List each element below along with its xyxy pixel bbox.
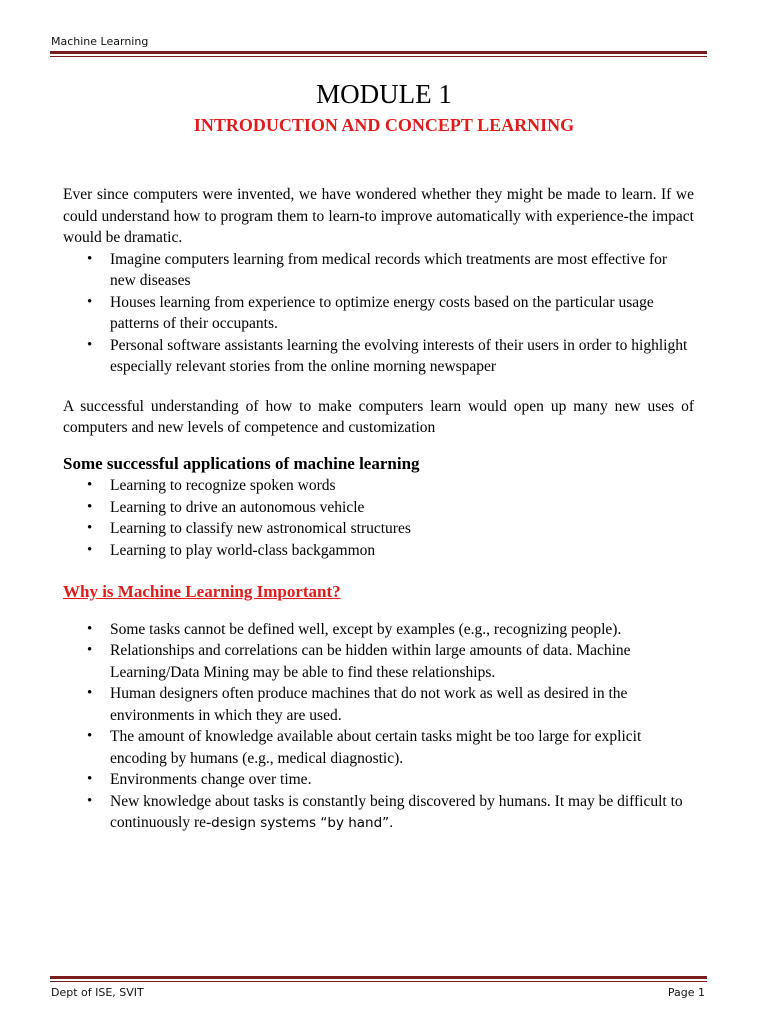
applications-heading: Some successful applications of machine learning: [63, 453, 420, 473]
intro-bullet-list: [63, 249, 694, 378]
list-item: • Houses learning from experience to optimize energy costs based on the particular usage patterns of their occupants.: [63, 292, 694, 335]
module-title: MODULE 1: [316, 79, 452, 109]
list-item: • Imagine computers learning from medical records which treatments are most effective for new diseases: [63, 249, 694, 292]
page-body: [63, 184, 694, 835]
list-item: • Personal software assistants learning the evolving interests of their users in order to highlight especially relevant stories from the online morning newspaper: [63, 335, 694, 378]
last-item-text: New knowledge about tasks is constantly being discovered by humans. It may be difficult to continuously re-: [110, 792, 683, 831]
intro-paragraph: Ever since computers were invented, we have wondered whether they might be made to learn. If we could understand how to program them to learn-to improve automatically with experience-the impact would be dramatic.: [63, 186, 694, 246]
list-item: [63, 791, 694, 835]
running-header-title: Machine Learning: [51, 35, 149, 48]
last-item-text-sans: design systems “by hand”.: [211, 815, 394, 831]
header-rule: [50, 51, 707, 57]
list-item: • Environments change over time.: [63, 769, 694, 791]
list-item: • The amount of knowledge available about certain tasks might be too large for explicit encoding by humans (e.g., medical diagnostic).: [63, 726, 694, 769]
list-item: • Learning to drive an autonomous vehicle: [63, 497, 694, 519]
footer-rule: [50, 976, 707, 982]
footer-department: Dept of ISE, SVIT: [51, 986, 144, 999]
list-item: • Human designers often produce machines that do not work as well as desired in the environments in which they are used.: [63, 683, 694, 726]
applications-list: [63, 475, 694, 561]
list-item: • Learning to classify new astronomical structures: [63, 518, 694, 540]
list-item: • Relationships and correlations can be hidden within large amounts of data. Machine Learning/Data Mining may be able to find these relationships.: [63, 640, 694, 683]
importance-list: [63, 619, 694, 835]
footer-page-number: Page 1: [667, 986, 705, 999]
intro-closing-paragraph: A successful understanding of how to make computers learn would open up many new uses of computers and new levels of competence and customization: [63, 397, 694, 436]
list-item: • Learning to recognize spoken words: [63, 475, 694, 497]
list-item: • Learning to play world-class backgammon: [63, 540, 694, 562]
importance-heading: Why is Machine Learning Important?: [63, 582, 341, 601]
module-subtitle: INTRODUCTION AND CONCEPT LEARNING: [193, 115, 575, 135]
list-item: • Some tasks cannot be defined well, except by examples (e.g., recognizing people).: [63, 619, 694, 641]
